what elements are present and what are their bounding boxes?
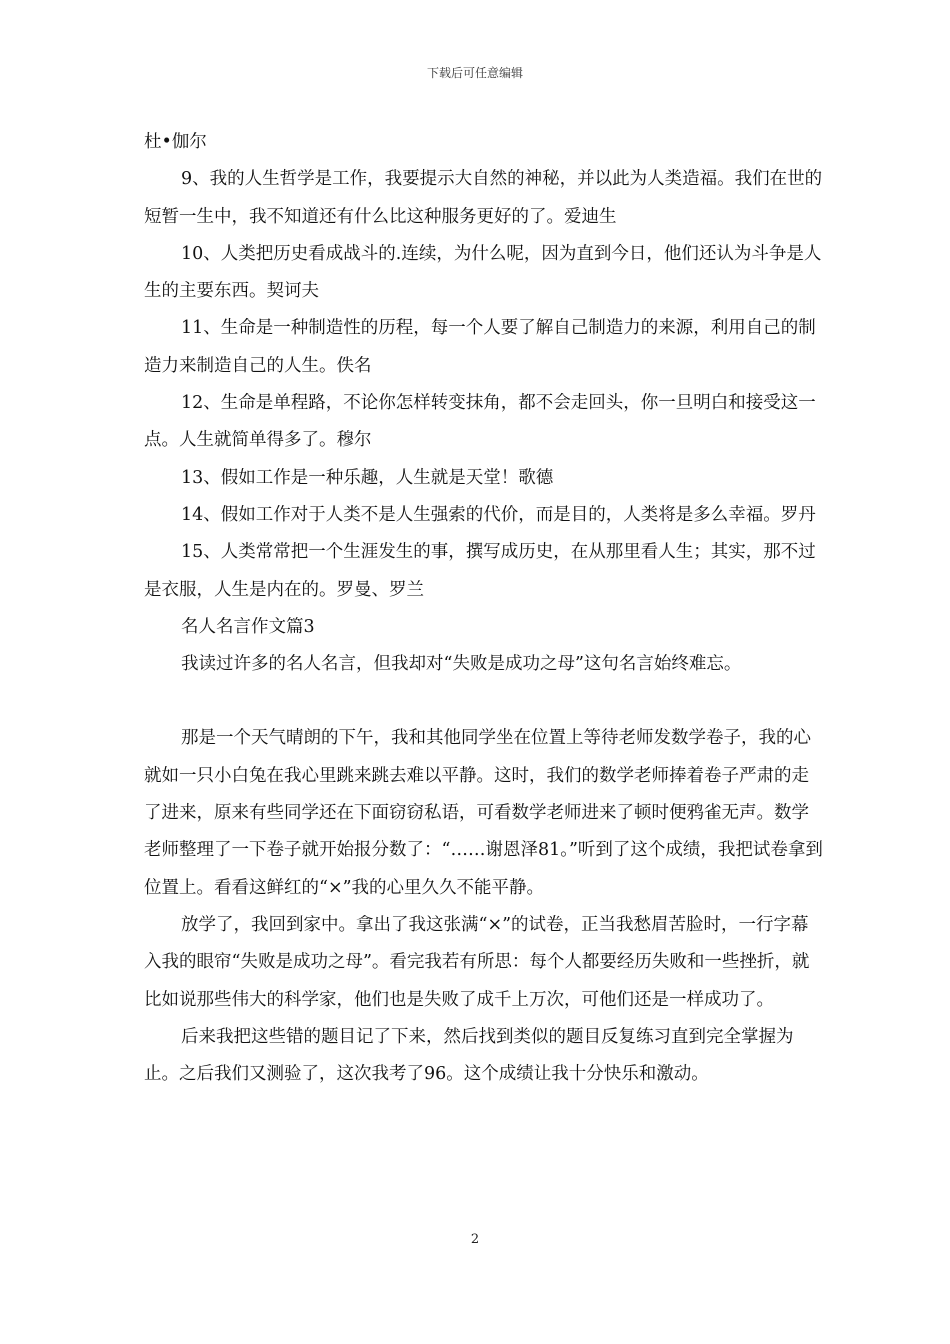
quote-15: 15、人类常常把一个生涯发生的事，撰写成历史，在从那里看人生；其实，那不过是衣服，人生是内在的。罗曼、罗兰 [144, 542, 816, 600]
paragraph-gap [144, 683, 824, 720]
section-heading: 名人名言作文篇3 [181, 616, 315, 637]
essay-paragraph-2: 放学了，我回到家中。拿出了我这张满“×”的试卷，正当我愁眉苦脸时，一行字幕入我的眼帘“失败是成功之母”。看完我若有所思：每个人都要经历失败和一些挫折，就比如说那些伟大的科学家，他们也是失败了成千上万次，可他们还是一样成功了。 [144, 914, 810, 1010]
quote-12: 12、生命是单程路，不论你怎样转变抹角，都不会走回头，你一旦明白和接受这一点。人生就简单得多了。穆尔 [144, 393, 816, 451]
essay-intro: 我读过许多的名人名言，但我却对“失败是成功之母”这句名言始终难忘。 [181, 654, 742, 675]
quote-11: 11、生命是一种制造性的历程，每一个人要了解自己制造力的来源，利用自己的制造力来制造自己的人生。佚名 [144, 318, 816, 376]
essay-paragraph-1: 那是一个天气晴朗的下午，我和其他同学坐在位置上等待老师发数学卷子，我的心就如一只小白兔在我心里跳来跳去难以平静。这时，我们的数学老师捧着卷子严肃的走了进来，原来有些同学还在下面窃窃私语，可看数学老师进来了顿时便鸦雀无声。数学老师整理了一下卷子就开始报分数了：“……谢恩泽81。”听到了这个成绩，我把试卷拿到位置上。看看这鲜红的“×”我的心里久久不能平静。 [144, 728, 823, 898]
quote-10: 10、人类把历史看成战斗的.连续，为什么呢，因为直到今日，他们还认为斗争是人生的主要东西。契诃夫 [144, 243, 822, 302]
document-body [144, 124, 824, 1093]
quote-13: 13、假如工作是一种乐趣，人生就是天堂！歌德 [181, 467, 554, 488]
essay-paragraph-3: 后来我把这些错的题目记了下来，然后找到类似的题目反复练习直到完全掌握为止。之后我们又测验了，这次我考了96。这个成绩让我十分快乐和激动。 [144, 1026, 794, 1085]
quote-14: 14、假如工作对于人类不是人生强索的代价，而是目的，人类将是多么幸福。罗丹 [181, 504, 816, 525]
quote-9: 9、我的人生哲学是工作，我要提示大自然的神秘，并以此为人类造福。我们在世的短暂一生中，我不知道还有什么比这种服务更好的了。爱迪生 [144, 169, 823, 227]
page-number: 2 [470, 1232, 480, 1247]
page-header: 下载后可任意编辑 [426, 66, 523, 80]
author-line: 杜•伽尔 [144, 132, 207, 152]
